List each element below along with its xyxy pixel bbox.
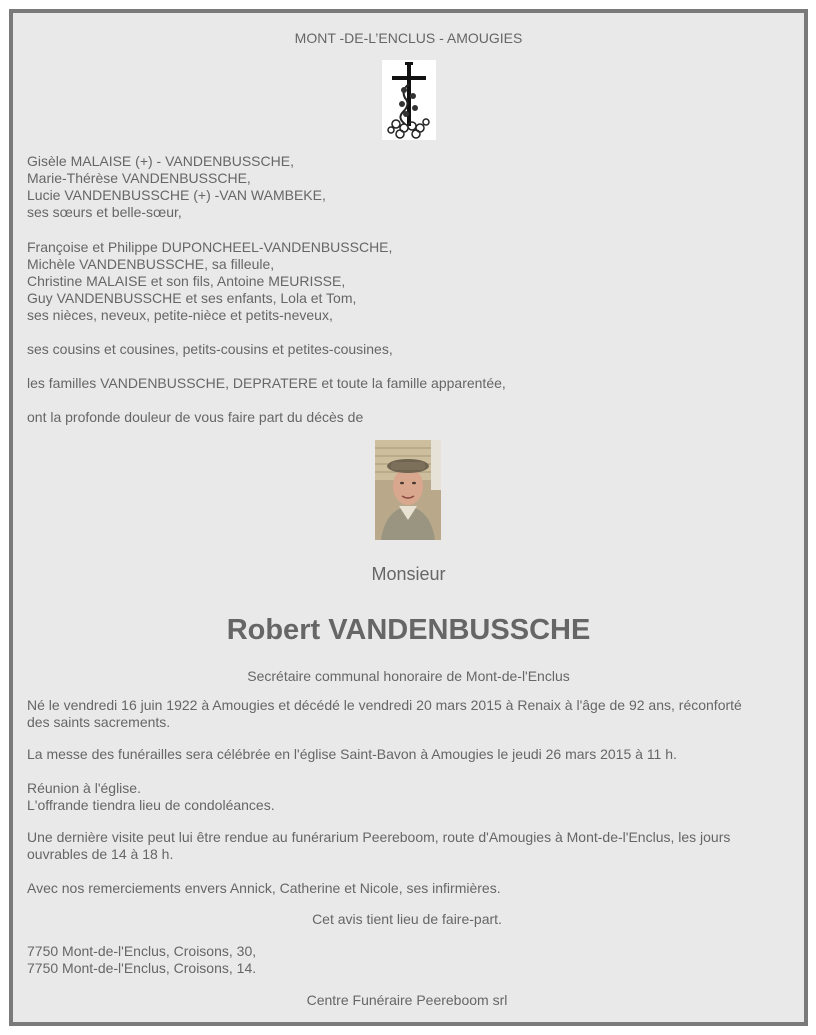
portrait-photo xyxy=(375,440,441,540)
thanks-paragraph: Avec nos remerciements envers Annick, Catherine et Nicole, ses infirmières. xyxy=(27,880,501,896)
family-line: Marie-Thérèse VANDENBUSSCHE, xyxy=(27,170,251,186)
text-line: ouvrables de 14 à 18 h. xyxy=(27,846,174,862)
deceased-title: Secrétaire communal honoraire de Mont-de-l'Enclus xyxy=(247,668,570,684)
reunion-paragraph xyxy=(27,780,787,814)
text-line: Né le vendredi 16 juin 1922 à Amougies et décédé le vendredi 20 mars 2015 à Renaix à l'âge de 92 ans, réconforté xyxy=(27,697,742,713)
sisters-list xyxy=(27,153,787,221)
announcement-line: ont la profonde douleur de vous faire part du décès de xyxy=(27,409,364,425)
obituary-card xyxy=(9,9,808,1026)
family-line: ses nièces, neveux, petite-nièce et petits-neveux, xyxy=(27,307,333,323)
family-line: Lucie VANDENBUSSCHE (+) -VAN WAMBEKE, xyxy=(27,187,326,203)
family-line: Guy VANDENBUSSCHE et ses enfants, Lola et Tom, xyxy=(27,290,357,306)
birth-death-paragraph xyxy=(27,697,787,731)
cross-with-flowers-icon xyxy=(382,60,436,140)
cousins-line: ses cousins et cousines, petits-cousins et petites-cousines, xyxy=(27,341,393,357)
family-line: Michèle VANDENBUSSCHE, sa filleule, xyxy=(27,256,275,272)
deceased-name: Robert VANDENBUSSCHE xyxy=(226,614,591,646)
family-line: ses sœurs et belle-sœur, xyxy=(27,204,182,220)
location-header: MONT -DE-L’ENCLUS - AMOUGIES xyxy=(294,30,523,46)
notice-line: Cet avis tient lieu de faire-part. xyxy=(312,911,502,927)
family-line: Christine MALAISE et son fils, Antoine MEURISSE, xyxy=(27,273,346,289)
address-line: 7750 Mont-de-l'Enclus, Croisons, 14. xyxy=(27,960,257,976)
text-line: des saints sacrements. xyxy=(27,714,171,730)
addresses xyxy=(27,943,787,977)
honorific: Monsieur xyxy=(371,564,446,584)
family-line: Françoise et Philippe DUPONCHEEL-VANDENBUSSCHE, xyxy=(27,239,393,255)
text-line: L'offrande tiendra lieu de condoléances. xyxy=(27,797,275,813)
visit-paragraph xyxy=(27,829,787,863)
nieces-list xyxy=(27,239,787,324)
address-line: 7750 Mont-de-l'Enclus, Croisons, 30, xyxy=(27,943,257,959)
mass-paragraph: La messe des funérailles sera célébrée en l'église Saint-Bavon à Amougies le jeudi 26 mars 2015 à 11 h. xyxy=(27,746,677,762)
family-line: Gisèle MALAISE (+) - VANDENBUSSCHE, xyxy=(27,153,294,169)
text-line: Une dernière visite peut lui être rendue au funérarium Peereboom, route d'Amougies à Mont-de-l'Enclus, les jours xyxy=(27,829,731,845)
funeral-home: Centre Funéraire Peereboom srl xyxy=(306,992,508,1008)
text-line: Réunion à l'église. xyxy=(27,780,141,796)
families-line: les familles VANDENBUSSCHE, DEPRATERE et toute la famille apparentée, xyxy=(27,375,506,391)
